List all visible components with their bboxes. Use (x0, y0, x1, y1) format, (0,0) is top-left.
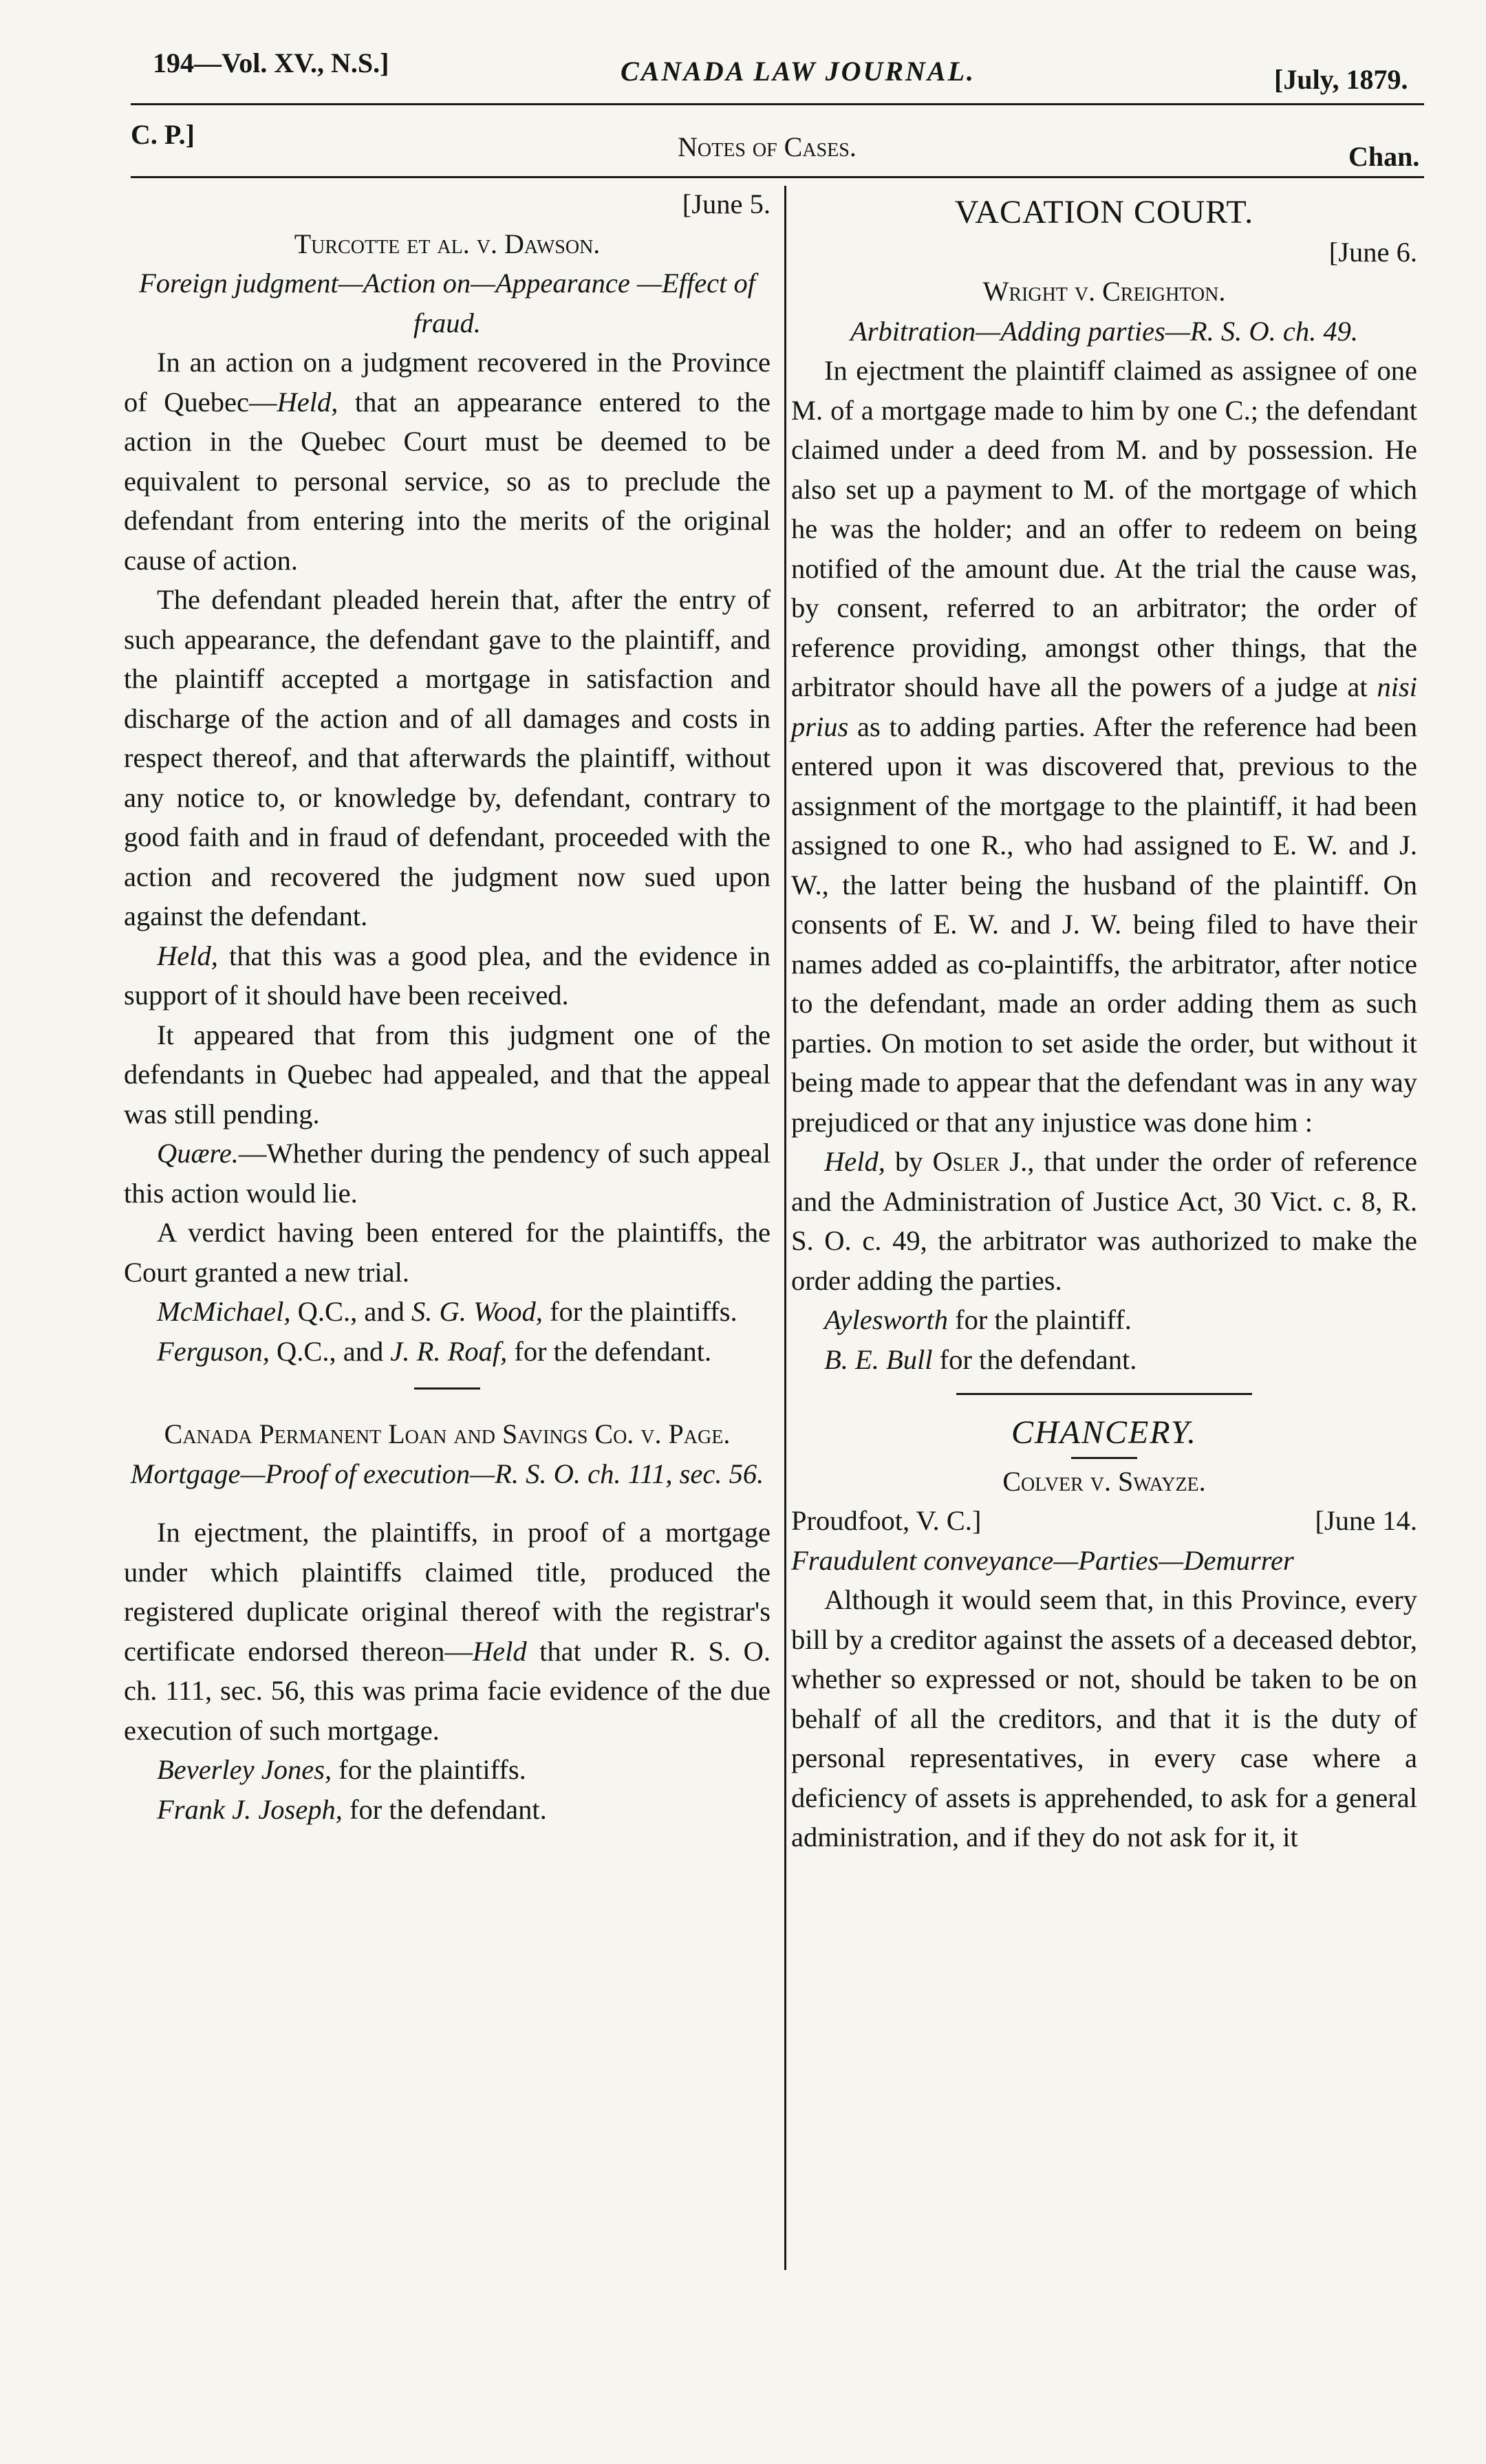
case-headnote: Foreign judgment—Action on—Appearance —Effect of fraud. (138, 268, 756, 338)
case-title: Turcotte et al. v. Dawson. (294, 228, 601, 259)
judge-name: Proudfoot, V. C.] (791, 1505, 982, 1536)
counsel-line: Beverley Jones, for the plaintiffs. (157, 1754, 526, 1785)
case-title: Wright v. Creighton. (982, 276, 1226, 307)
paragraph: It appeared that from this judgment one of the defendants in Quebec had appealed, and that the appeal was still pending. (124, 1019, 771, 1130)
header-rule-bottom (131, 176, 1424, 178)
paragraph: A verdict having been entered for the plaintiffs, the Court granted a new trial. (124, 1217, 771, 1288)
section-heading: Notes of Cases. (678, 131, 857, 162)
court-abbrev-left: C. P.] (131, 119, 195, 150)
heading-underline (1071, 1457, 1137, 1459)
left-column (124, 184, 771, 1829)
counsel-line: Frank J. Joseph, for the defendant. (157, 1793, 547, 1825)
column-divider (784, 186, 786, 2270)
counsel-line: Aylesworth for the plaintiff. (824, 1304, 1132, 1335)
issue-date: [July, 1879. (1274, 64, 1408, 95)
paragraph: In ejectment, the plaintiffs, in proof of a mortgage under which plaintiffs claimed title, produced the registered duplicate original thereof with the registrar's certificate endorsed thereon—Held that under R. S. O. ch. 111, sec. 56, this was prima facie evidence of the due execution of such mortgage. (124, 1517, 771, 1746)
court-abbrev-right: Chan. (1348, 141, 1420, 172)
paragraph: The defendant pleaded herein that, after the entry of such appearance, the defendant gave to the plaintiff, and the plaintiff accepted a mortgage in satisfaction and discharge of the action and of all damages and costs in respect thereof, and that afterwards the plaintiff, without any notice to, or knowledge by, defendant, contrary to good faith and in fraud of defendant, proceeded with the action and recovered the judgment now sued upon against the defendant. (124, 584, 771, 931)
right-column (791, 193, 1417, 1857)
case-headnote: Arbitration—Adding parties—R. S. O. ch. 49. (850, 315, 1358, 347)
paragraph: Quære.—Whether during the pendency of such appeal this action would lie. (124, 1138, 771, 1209)
court-heading: VACATION COURT. (954, 194, 1254, 230)
section-divider (414, 1387, 480, 1390)
case-headnote: Mortgage—Proof of execution—R. S. O. ch. 111, sec. 56. (130, 1458, 764, 1489)
counsel-line: B. E. Bull for the defendant. (824, 1343, 1137, 1375)
chancery-heading: CHANCERY. (1011, 1414, 1198, 1451)
paragraph: In ejectment the plaintiff claimed as assignee of one M. of a mortgage made to him by one C.; the defendant claimed under a deed from M. and by possession. He also set up a payment to M. of the mortgage of which he was the holder; and an offer to redeem on being notified of the amount due. At the trial the cause was, by consent, referred to an arbitrator; the order of reference providing, amongst other things, that the arbitrator should have all the powers of a judge at nisi prius as to adding parties. After the reference had been entered upon it was discovered that, previous to the assignment of the mortgage to the plaintiff, it had been assigned to one R., who had assigned to E. W. and J. W., the latter being the husband of the plaintiff. On consents of E. W. and J. W. being filed to have their names added as co-plaintiffs, the arbitrator, after notice to the defendant, made an order adding them as such parties. On motion to set aside the order, but without it being made to appear that the defendant was in any way prejudiced or that any injustice was done him : (791, 355, 1417, 1138)
case-date: [June 5. (682, 188, 771, 219)
paragraph: Held, by Osler J., that under the order of reference and the Administration of Justice Act, 30 Vict. c. 8, R. S. O. c. 49, the arbitrator was authorized to make the order adding the parties. (791, 1146, 1418, 1296)
judge-date-line (791, 1501, 1417, 1541)
paragraph: In an action on a judgment recovered in the Province of Quebec—Held, that an appearance entered to the action in the Quebec Court must be deemed to be equivalent to personal service, so as to preclude the defendant from entering into the merits of the original cause of action. (124, 347, 771, 576)
case-date: [June 14. (1315, 1505, 1417, 1536)
counsel-line: Ferguson, Q.C., and J. R. Roaf, for the defendant. (157, 1335, 712, 1367)
paragraph: Held, that this was a good plea, and the evidence in support of it should have been received. (124, 940, 771, 1011)
case-title: Colver v. Swayze. (1002, 1465, 1206, 1497)
header-rule-top (131, 103, 1424, 105)
case-headnote: Fraudulent conveyance—Parties—Demurrer (791, 1544, 1294, 1576)
section-divider (956, 1393, 1252, 1395)
paragraph: Although it would seem that, in this Province, every bill by a creditor against the assets of a deceased debtor, whether so expressed or not, should be taken to be on behalf of all the creditors, and that it is the duty of personal representatives, in every case where a deficiency of assets is apprehended, to ask for a general administration, and if they do not ask for it, it (791, 1584, 1417, 1852)
journal-title: CANADA LAW JOURNAL. (621, 56, 976, 87)
case-title: Canada Permanent Loan and Savings Co. v. Page. (164, 1418, 731, 1449)
page-number-volume: 194—Vol. XV., N.S.] (153, 47, 389, 78)
case-date: [June 6. (1328, 236, 1417, 268)
counsel-line: McMichael, Q.C., and S. G. Wood, for the plaintiffs. (157, 1296, 737, 1327)
